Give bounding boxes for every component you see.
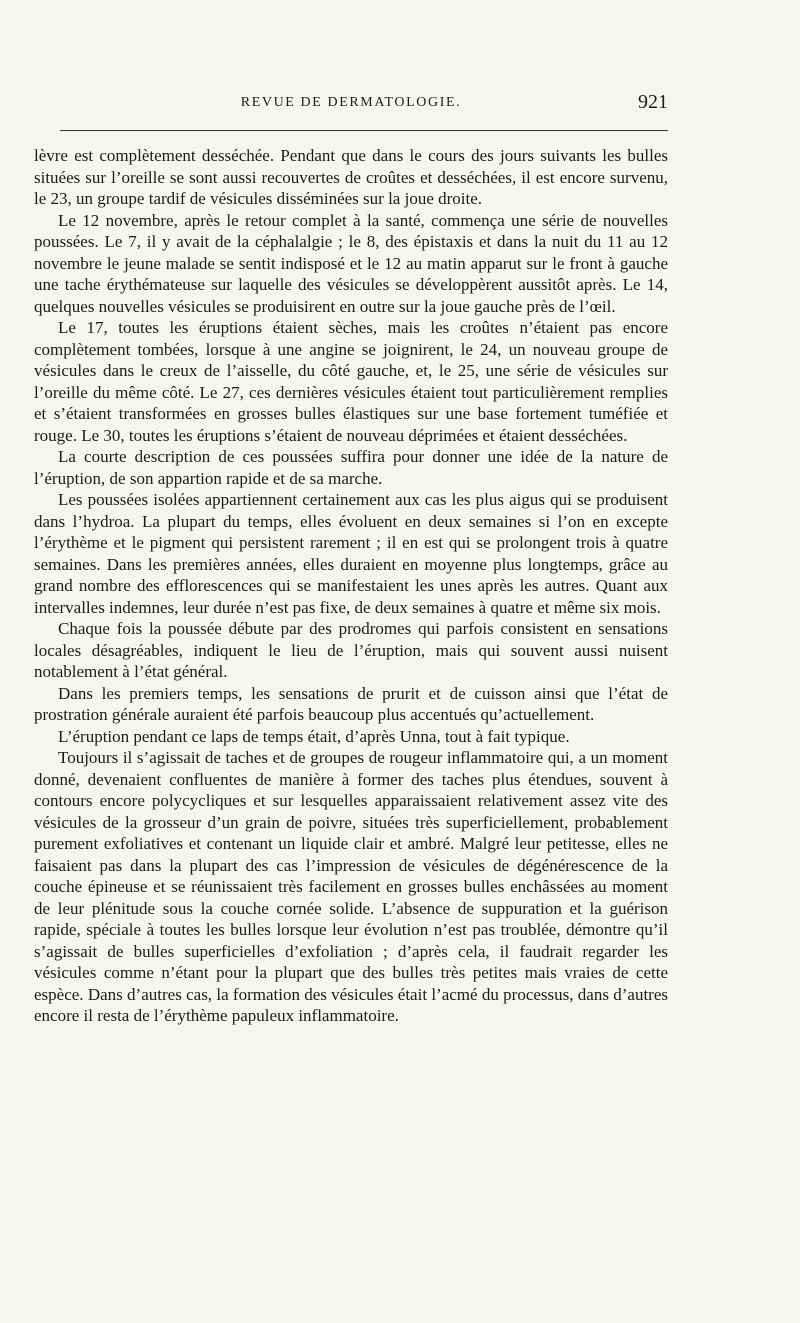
paragraph: Toujours il s’agissait de taches et de groupes de rougeur inflammatoire qui, a un moment donné, devenaient confluentes de manière à former des taches plus étendues, souvent à contours encore polycycliques et sur lesquelles apparaissaient relativement assez vite des vésicules de la grosseur d’un grain de poivre, situées très superficiellement, probablement purement exfoliatives et contenant un liquide clair et ambré. Malgré leur petitesse, elles ne faisaient pas dans la plupart des cas l’impression de vésicules de dégénérescence de la couche épineuse et se réunissaient très facilement en grosses bulles enchâssées au moment de leur plénitude sous la couche cornée solide. L’absence de suppuration et la guérison rapide, spéciale à toutes les bulles lorsque leur évolution n’est pas troublée, démontre qu’il s’agissait de bulles superficielles d’exfoliation ; d’après cela, il faudrait regarder les vésicules comme n’étant pour la plupart que des bulles très petites mais vraies de cette espèce. Dans d’autres cas, la formation des vésicules était l’acmé du processus, dans d’autres encore il resta de l’érythème papuleux inflammatoire. (34, 748, 668, 1025)
page-header (34, 93, 668, 117)
paragraph: Les poussées isolées appartiennent certainement aux cas les plus aigus qui se produisent dans l’hydroa. La plupart du temps, elles évoluent en deux semaines si l’on en excepte l’érythème et le pigment qui persistent rarement ; il en est qui se prolongent trois à quatre semaines. Dans les premières années, elles duraient en moyenne plus longtemps, grâce au grand nombre des efflorescences qui se manifestaient les unes après les autres. Quant aux intervalles indemnes, leur durée n’est pas fixe, de deux semaines à quatre et même six mois. (34, 490, 668, 617)
page-number: 921 (638, 91, 668, 113)
paragraph: Le 17, toutes les éruptions étaient sèches, mais les croûtes n’étaient pas encore complètement tombées, lorsque à une angine se joignirent, le 24, un nouveau groupe de vésicules dans le creux de l’aisselle, du côté gauche, et, le 25, une série de vésicules sur l’oreille du même côté. Le 27, ces dernières vésicules étaient tout particulièrement remplies et s’étaient transformées en grosses bulles élastiques sur une base fortement tuméfiée et rouge. Le 30, toutes les éruptions s’étaient de nouveau déprimées et étaient desséchées. (34, 318, 668, 445)
paragraph: Le 12 novembre, après le retour complet à la santé, commença une série de nouvelles poussées. Le 7, il y avait de la céphalalgie ; le 8, des épistaxis et dans la nuit du 11 au 12 novembre le jeune malade se sentit indisposé et le 12 au matin apparut sur le front à gauche une tache érythémateuse sur laquelle des vésicules se développèrent aussitôt après. Le 14, quelques nouvelles vésicules se produisirent en outre sur la joue gauche près de l’œil. (34, 210, 668, 316)
paragraph: La courte description de ces poussées suffira pour donner une idée de la nature de l’éruption, de son appartion rapide et de sa marche. (34, 447, 668, 488)
paragraph: Dans les premiers temps, les sensations de prurit et de cuisson ainsi que l’état de prostration générale auraient été parfois beaucoup plus accentués qu’actuellement. (34, 683, 668, 724)
paragraph: L’éruption pendant ce laps de temps était, d’après Unna, tout à fait typique. (58, 726, 570, 746)
paragraph: Chaque fois la poussée débute par des prodromes qui parfois consistent en sensations locales désagréables, indiquent le lieu de l’éruption, mais qui souvent aussi nuisent notablement à l’état général. (34, 619, 668, 681)
body-text (34, 145, 668, 1027)
running-title: REVUE DE DERMATOLOGIE. (240, 95, 462, 110)
header-rule (60, 130, 668, 131)
paragraph: lèvre est complètement desséchée. Pendant que dans le cours des jours suivants les bulles situées sur l’oreille se sont aussi recouvertes de croûtes et desséchées, il est encore survenu, le 23, un groupe tardif de vésicules disséminées sur la joue droite. (34, 146, 668, 208)
